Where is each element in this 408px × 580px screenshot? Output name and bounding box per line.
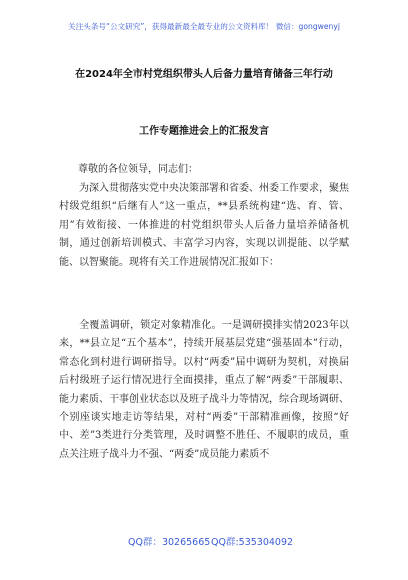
footer-qq-group-1: QQ群：30265665: [128, 537, 211, 548]
document-title-line-1: 在2024年全市村党组织带头人后备力量培育储备三年行动: [75, 69, 333, 80]
footer-qq-group-2: QQ群:535304092: [211, 537, 294, 548]
header-banner: 关注头条号“公文研究”，获得最新最全最专业的公文资料库！ 微信：gongwenyj: [68, 22, 340, 31]
paragraph-survey: [59, 317, 349, 464]
document-title-line-2: 工作专题推进会上的汇报发言: [139, 126, 269, 137]
paragraph-intro: [59, 180, 349, 272]
paragraph-intro-text: 为深入贯彻落实党中央决策部署和省委、州委工作要求，聚焦村级党组织“后继有人”这一重点，**县系统构建“选、育、管、用”有效衔接、一体推进的村党组织带头人后备力量培养储备机制，通过创新培训模式、丰富学习内容，实现以训提能、以学赋能、以智聚能。现将有关工作进展情况汇报如下：: [59, 183, 349, 268]
paragraph-survey-text: 全覆盖调研，锁定对象精准化。一是调研摸排实情2023年以来，**县立足“五个基本”，持续开展基层党建“强基固本”行动，常态化到村进行调研指导。以村“两委”届中调研为契机，对换届后村级班子运行情况进行全面摸排，重点了解“两委”干部履职、能力素质、干事创业状态以及班子战斗力等情况，综合现场调研、个别座谈实地走访等结果，对村“两委”干部精准画像，按照“好中、差”3类进行分类管理，及时调整不胜任、不履职的成员，重点关注班子战斗力不强、“两委”成员能力素质不: [59, 320, 349, 460]
salutation: 尊敬的各位领导，同志们：: [78, 164, 198, 175]
